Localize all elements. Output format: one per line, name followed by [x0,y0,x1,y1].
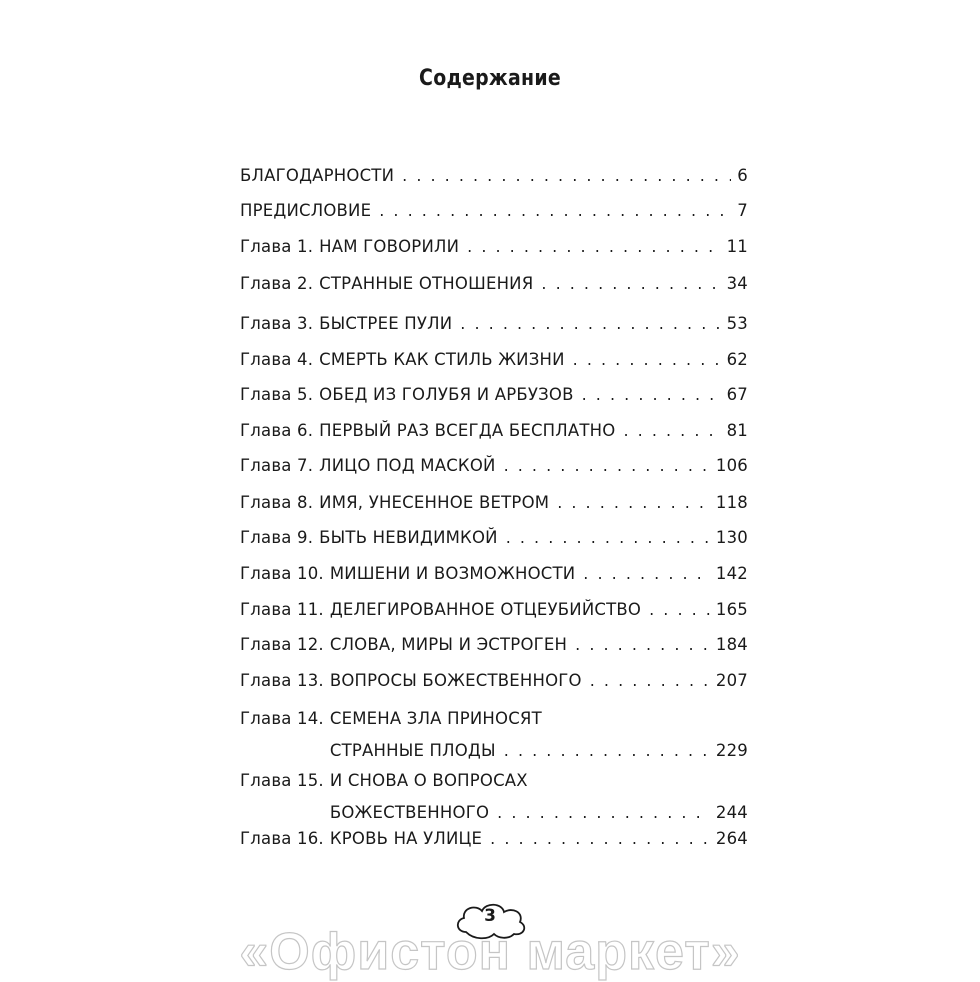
leader-dots [379,201,731,220]
leader-dots [582,385,721,404]
page-ref: 118 [715,493,748,512]
leader-dots [583,564,710,583]
page-ref: 142 [715,564,748,583]
leader-dots [649,600,710,619]
page-ref: 244 [715,803,748,822]
chapter-title-continued: СТРАННЫЕ ПЛОДЫ [329,741,496,760]
leader-dots [506,528,710,547]
leader-dots [497,800,710,826]
page-ref: 6 [737,166,748,185]
toc-entry [240,564,748,600]
chapter-title: СТРАННЫЕ ОТНОШЕНИЯ [319,274,534,293]
chapter-title: ПЕРВЫЙ РАЗ ВСЕГДА БЕСПЛАТНО [319,421,616,440]
leader-dots [504,456,710,475]
chapter-number: Глава 14. [240,709,324,728]
page-ref: 264 [715,829,748,848]
chapter-title: И СНОВА О ВОПРОСАХ [329,771,528,790]
chapter-title: МИШЕНИ И ВОЗМОЖНОСТИ [329,564,576,583]
page-ref: 207 [715,671,748,690]
chapter-title: ВОПРОСЫ БОЖЕСТВЕННОГО [329,671,582,690]
chapter-title: БЫТЬ НЕВИДИМКОЙ [319,528,498,547]
chapter-title: СЕМЕНА ЗЛА ПРИНОСЯТ [329,709,542,728]
page-ref: 62 [726,350,748,369]
chapter-number: Глава 10. [240,564,324,583]
toc-entry [240,706,748,768]
chapter-number: Глава 2. [240,274,314,293]
chapter-number: Глава 15. [240,771,324,790]
page-ref: 81 [726,421,748,440]
toc-entry [240,201,748,237]
page-ref: 130 [715,528,748,547]
page-ref: 7 [737,201,748,220]
chapter-number: Глава 7. [240,456,314,475]
chapter-number: Глава 11. [240,600,324,619]
toc-entry [240,314,748,350]
watermark: «Офистон маркет» [239,923,741,981]
chapter-number: Глава 1. [240,237,314,256]
chapter-title: КРОВЬ НА УЛИЦЕ [329,829,483,848]
toc-entry [240,635,748,671]
chapter-title: ЛИЦО ПОД МАСКОЙ [319,456,496,475]
leader-dots [575,635,710,654]
chapter-title: ОБЕД ИЗ ГОЛУБЯ И АРБУЗОВ [319,385,574,404]
page-ref: 53 [726,314,748,333]
chapter-number: Глава 4. [240,350,314,369]
chapter-number: Глава 13. [240,671,324,690]
toc-entry [240,166,748,202]
chapter-title: ПРЕДИСЛОВИЕ [240,201,372,220]
toc-entry [240,829,748,865]
chapter-number: Глава 9. [240,528,314,547]
leader-dots [504,738,710,764]
chapter-title: НАМ ГОВОРИЛИ [319,237,460,256]
page-ref: 67 [726,385,748,404]
chapter-number: Глава 8. [240,493,314,512]
chapter-number: Глава 5. [240,385,314,404]
leader-dots [623,421,720,440]
page-ref: 106 [715,456,748,475]
page-title: Содержание [419,66,561,91]
chapter-title-continued: БОЖЕСТВЕННОГО [329,803,490,822]
page-ref: 34 [726,274,748,293]
chapter-number: Глава 12. [240,635,324,654]
toc-entry [240,671,748,707]
chapter-number: Глава 6. [240,421,314,440]
chapter-title: ДЕЛЕГИРОВАННОЕ ОТЦЕУБИЙСТВО [329,600,642,619]
toc-entry [240,350,748,386]
chapter-title: БЫСТРЕЕ ПУЛИ [319,314,453,333]
toc-entry [240,237,748,273]
leader-dots [402,166,731,185]
leader-dots [467,237,720,256]
leader-dots [490,829,710,848]
toc-entry [240,385,748,421]
toc-entry [240,528,748,564]
page-ref: 229 [715,741,748,760]
chapter-number: Глава 16. [240,829,324,848]
toc-entry [240,768,748,830]
toc-entry [240,493,748,529]
toc-entry [240,600,748,636]
toc-entry [240,274,748,310]
chapter-title: СЛОВА, МИРЫ И ЭСТРОГЕН [329,635,568,654]
toc-entry [240,421,748,457]
leader-dots [590,671,710,690]
chapter-title: БЛАГОДАРНОСТИ [240,166,395,185]
leader-dots [557,493,710,512]
chapter-title: СМЕРТЬ КАК СТИЛЬ ЖИЗНИ [319,350,565,369]
toc-entry [240,456,748,492]
leader-dots [460,314,720,333]
chapter-title: ИМЯ, УНЕСЕННОЕ ВЕТРОМ [319,493,550,512]
chapter-number: Глава 3. [240,314,314,333]
leader-dots [573,350,721,369]
page-ref: 11 [726,237,748,256]
page-ref: 165 [715,600,748,619]
page-ref: 184 [715,635,748,654]
page-number: 3 [484,906,496,926]
leader-dots [541,274,720,293]
